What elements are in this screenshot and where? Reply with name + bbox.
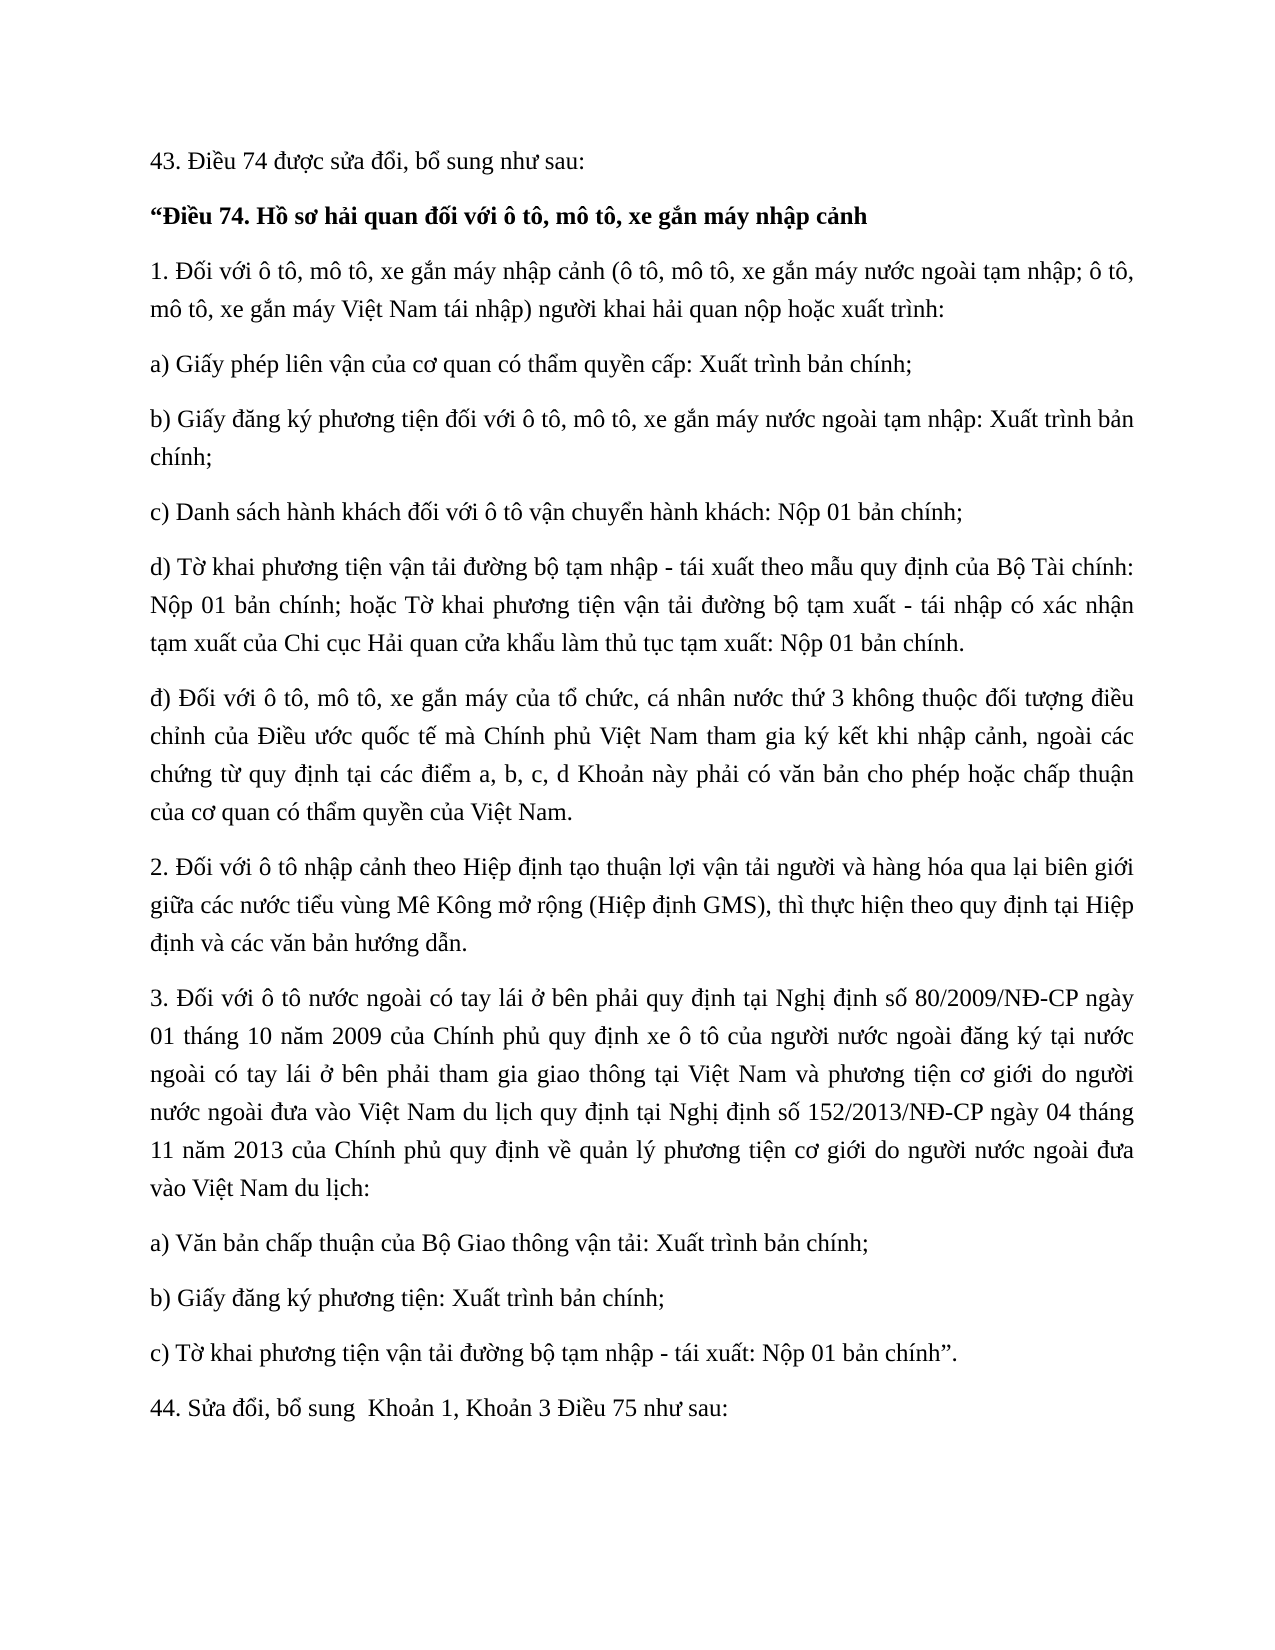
paragraph: 1. Đối với ô tô, mô tô, xe gắn máy nhập cảnh (ô tô, mô tô, xe gắn máy nước ngoài tạm nhập; ô tô, mô tô, xe gắn máy Việt Nam tái nhập) người khai hải quan nộp hoặc xuất trình: [150, 258, 1134, 323]
paragraph: a) Văn bản chấp thuận của Bộ Giao thông vận tải: Xuất trình bản chính; [150, 1230, 869, 1257]
paragraph: d) Tờ khai phương tiện vận tải đường bộ tạm nhập - tái xuất theo mẫu quy định của Bộ Tài chính: Nộp 01 bản chính; hoặc Tờ khai phương tiện vận tải đường bộ tạm xuất - tái nhập có xác nhận tạm xuất của Chi cục Hải quan cửa khẩu làm thủ tục tạm xuất: Nộp 01 bản chính. [150, 554, 1134, 657]
paragraph: c) Tờ khai phương tiện vận tải đường bộ tạm nhập - tái xuất: Nộp 01 bản chính”. [150, 1340, 958, 1367]
paragraph: b) Giấy đăng ký phương tiện đối với ô tô, mô tô, xe gắn máy nước ngoài tạm nhập: Xuất trình bản chính; [150, 406, 1134, 471]
paragraph: a) Giấy phép liên vận của cơ quan có thẩm quyền cấp: Xuất trình bản chính; [150, 351, 913, 378]
article-heading: “Điều 74. Hồ sơ hải quan đối với ô tô, mô tô, xe gắn máy nhập cảnh [150, 203, 868, 230]
paragraph: 3. Đối với ô tô nước ngoài có tay lái ở bên phải quy định tại Nghị định số 80/2009/NĐ-CP ngày 01 tháng 10 năm 2009 của Chính phủ quy định xe ô tô của người nước ngoài đăng ký tại nước ngoài có tay lái ở bên phải tham gia giao thông tại Việt Nam và phương tiện cơ giới do người nước ngoài đưa vào Việt Nam du lịch quy định tại Nghị định số 152/2013/NĐ-CP ngày 04 tháng 11 năm 2013 của Chính phủ quy định về quản lý phương tiện cơ giới do người nước ngoài đưa vào Việt Nam du lịch: [150, 985, 1134, 1202]
document-body [150, 143, 1134, 1428]
paragraph: c) Danh sách hành khách đối với ô tô vận chuyển hành khách: Nộp 01 bản chính; [150, 499, 964, 526]
paragraph: 2. Đối với ô tô nhập cảnh theo Hiệp định tạo thuận lợi vận tải người và hàng hóa qua lại biên giới giữa các nước tiểu vùng Mê Kông mở rộng (Hiệp định GMS), thì thực hiện theo quy định tại Hiệp định và các văn bản hướng dẫn. [150, 854, 1134, 957]
paragraph: 43. Điều 74 được sửa đổi, bổ sung như sau: [150, 148, 586, 175]
paragraph: 44. Sửa đổi, bổ sung Khoản 1, Khoản 3 Điều 75 như sau: [150, 1395, 729, 1422]
paragraph: b) Giấy đăng ký phương tiện: Xuất trình bản chính; [150, 1285, 665, 1312]
paragraph: đ) Đối với ô tô, mô tô, xe gắn máy của tổ chức, cá nhân nước thứ 3 không thuộc đối tượng điều chỉnh của Điều ước quốc tế mà Chính phủ Việt Nam tham gia ký kết khi nhập cảnh, ngoài các chứng từ quy định tại các điểm a, b, c, d Khoản này phải có văn bản cho phép hoặc chấp thuận của cơ quan có thẩm quyền của Việt Nam. [150, 685, 1134, 826]
